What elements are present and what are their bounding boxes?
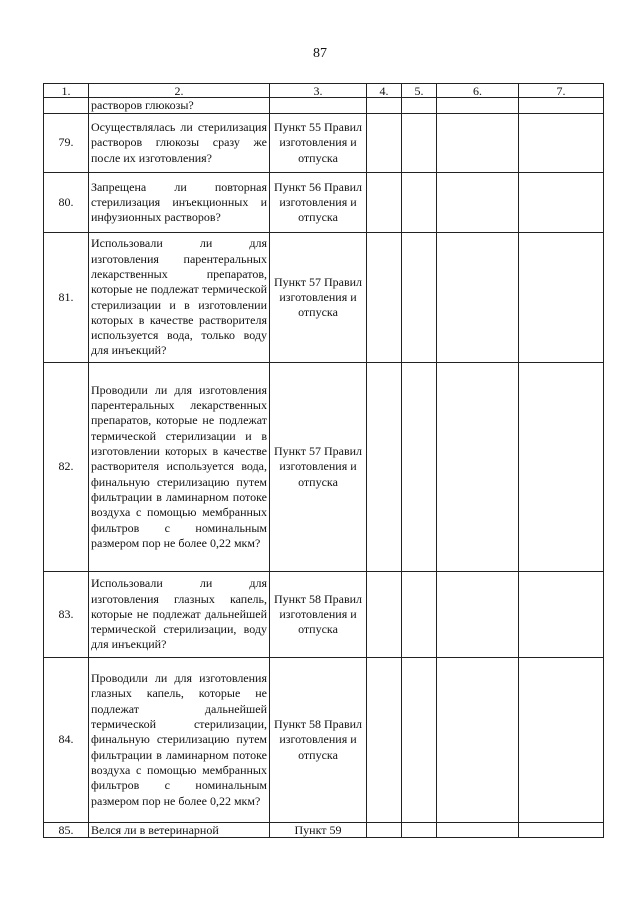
cell-col-6 [437, 363, 519, 572]
cell-col-7 [519, 114, 604, 173]
legal-reference: Пункт 58 Правил изготовления и отпуска [270, 572, 367, 658]
cell-col-7 [519, 363, 604, 572]
cell-col-5 [402, 363, 437, 572]
cell-col-5 [402, 572, 437, 658]
cell-col-4 [367, 98, 402, 114]
legal-reference: Пункт 57 Правил изготовления и отпуска [270, 233, 367, 363]
header-col-3: 3. [270, 84, 367, 98]
cell-col-6 [437, 823, 519, 838]
cell-col-6 [437, 572, 519, 658]
cell-col-4 [367, 658, 402, 823]
header-row [44, 84, 604, 98]
row-number: 83. [44, 572, 89, 658]
question-text: Использовали ли для изготовления глазных капель, которые не подлежат дальнейшей термической стерилизации, воду для инъекций? [89, 572, 270, 658]
cell-col-5 [402, 658, 437, 823]
cell-col-5 [402, 173, 437, 233]
row-number: 82. [44, 363, 89, 572]
cell-col-7 [519, 823, 604, 838]
question-text: Запрещена ли повторная стерилизация инъекционных и инфузионных растворов? [89, 173, 270, 233]
row-number: 84. [44, 658, 89, 823]
cell-col-4 [367, 823, 402, 838]
table-row-continuation [44, 98, 604, 114]
table-row [44, 173, 604, 233]
table-row [44, 658, 604, 823]
checklist-table [43, 83, 604, 838]
cell-num [44, 98, 89, 114]
legal-reference: Пункт 58 Правил изготовления и отпуска [270, 658, 367, 823]
table-row [44, 823, 604, 838]
cell-col-7 [519, 233, 604, 363]
cell-col-4 [367, 363, 402, 572]
question-text: Осуществлялась ли стерилизация растворов глюкозы сразу же после их изготовления? [89, 114, 270, 173]
question-text: Использовали ли для изготовления парентеральных лекарственных препаратов, которые не подлежат термической стерилизации и в изготовлении которых в качестве растворителя используется вода, только воду для инъекций? [89, 233, 270, 363]
row-number: 80. [44, 173, 89, 233]
cell-col-4 [367, 572, 402, 658]
cell-col-5 [402, 114, 437, 173]
page-number: 87 [313, 46, 327, 61]
row-number: 79. [44, 114, 89, 173]
legal-reference: Пункт 59 [270, 823, 367, 838]
cell-col-7 [519, 658, 604, 823]
cell-col-4 [367, 114, 402, 173]
table-row [44, 572, 604, 658]
header-col-2: 2. [89, 84, 270, 98]
cell-col-6 [437, 233, 519, 363]
cell-col-6 [437, 658, 519, 823]
row-number: 81. [44, 233, 89, 363]
question-text: Велся ли в ветеринарной [89, 823, 270, 838]
cell-col-5 [402, 233, 437, 363]
question-text: Проводили ли для изготовления парентеральных лекарственных препаратов, которые не подлежат термической стерилизации и в изготовлении которых в качестве растворителя используется вода, финальную стерилизацию путем фильтрации в ламинарном потоке воздуха с помощью мембранных фильтров с номинальным размером пор не более 0,22 мкм? [89, 363, 270, 572]
cell-ref [270, 98, 367, 114]
cell-col-4 [367, 233, 402, 363]
header-col-6: 6. [437, 84, 519, 98]
question-text: Проводили ли для изготовления глазных капель, которые не подлежат дальнейшей термической стерилизации, финальную стерилизацию путем фильтрации в ламинарном потоке воздуха с помощью мембранных фильтров с номинальным размером пор не более 0,22 мкм? [89, 658, 270, 823]
cell-col-6 [437, 98, 519, 114]
header-col-5: 5. [402, 84, 437, 98]
cell-col-6 [437, 173, 519, 233]
cell-col-7 [519, 98, 604, 114]
cell-col-5 [402, 98, 437, 114]
cell-col-7 [519, 173, 604, 233]
cell-col-5 [402, 823, 437, 838]
table-row [44, 363, 604, 572]
header-col-7: 7. [519, 84, 604, 98]
row-number: 85. [44, 823, 89, 838]
legal-reference: Пункт 55 Правил изготовления и отпуска [270, 114, 367, 173]
cell-col-6 [437, 114, 519, 173]
continuation-text: растворов глюкозы? [89, 98, 270, 114]
header-col-4: 4. [367, 84, 402, 98]
cell-col-7 [519, 572, 604, 658]
legal-reference: Пункт 56 Правил изготовления и отпуска [270, 173, 367, 233]
legal-reference: Пункт 57 Правил изготовления и отпуска [270, 363, 367, 572]
table-row [44, 233, 604, 363]
cell-col-4 [367, 173, 402, 233]
header-col-1: 1. [44, 84, 89, 98]
table-row [44, 114, 604, 173]
